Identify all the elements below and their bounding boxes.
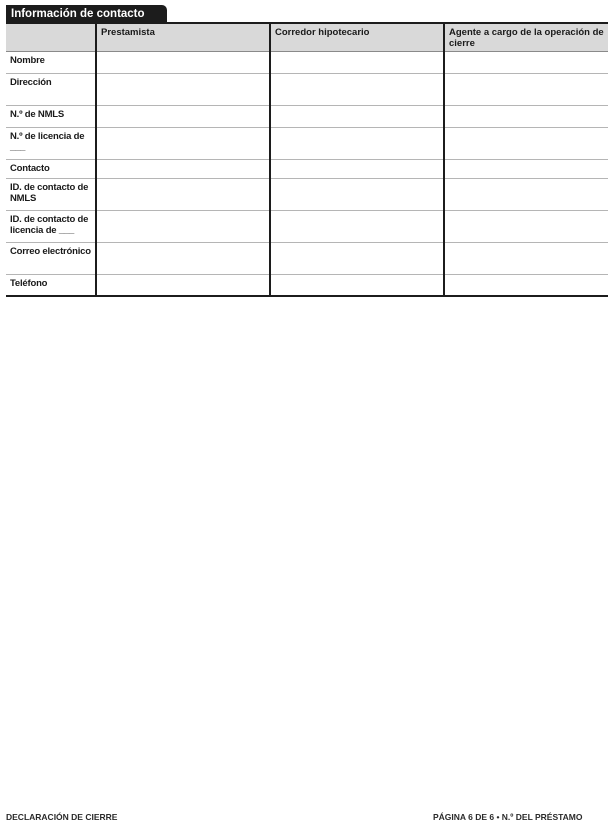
lender-phone-cell[interactable] (96, 275, 270, 296)
section-title: Información de contacto (6, 5, 167, 23)
row-label-address: Dirección (6, 74, 96, 106)
footer-page-info: PÁGINA 6 DE 6 • N.º DEL PRÉSTAMO (433, 812, 583, 822)
lender-address-cell[interactable] (96, 74, 270, 106)
agent-contact-license-cell[interactable] (444, 211, 608, 243)
lender-contact-cell[interactable] (96, 160, 270, 179)
table-row (6, 160, 608, 179)
row-label-nmls-number: N.º de NMLS (6, 106, 96, 128)
footer-document-title: DECLARACIÓN DE CIERRE (6, 812, 118, 822)
broker-license-cell[interactable] (270, 128, 444, 160)
table-row (6, 128, 608, 160)
broker-name-cell[interactable] (270, 52, 444, 74)
agent-address-cell[interactable] (444, 74, 608, 106)
row-label-phone: Teléfono (6, 275, 96, 296)
lender-nmls-cell[interactable] (96, 106, 270, 128)
broker-contact-nmls-cell[interactable] (270, 179, 444, 211)
table-row (6, 52, 608, 74)
broker-address-cell[interactable] (270, 74, 444, 106)
lender-contact-nmls-cell[interactable] (96, 179, 270, 211)
table-row (6, 179, 608, 211)
table-row (6, 275, 608, 296)
agent-license-cell[interactable] (444, 128, 608, 160)
table-row (6, 106, 608, 128)
row-label-email: Correo electrónico (6, 243, 96, 275)
table-row (6, 74, 608, 106)
table-row (6, 211, 608, 243)
agent-contact-nmls-cell[interactable] (444, 179, 608, 211)
broker-email-cell[interactable] (270, 243, 444, 275)
column-header-lender: Prestamista (96, 24, 270, 52)
broker-phone-cell[interactable] (270, 275, 444, 296)
agent-contact-cell[interactable] (444, 160, 608, 179)
contact-info-table (6, 24, 608, 297)
agent-phone-cell[interactable] (444, 275, 608, 296)
broker-contact-license-cell[interactable] (270, 211, 444, 243)
row-label-license-number: N.º de licencia de ___ (6, 128, 96, 160)
lender-contact-license-cell[interactable] (96, 211, 270, 243)
table-header-row (6, 24, 608, 52)
agent-name-cell[interactable] (444, 52, 608, 74)
lender-name-cell[interactable] (96, 52, 270, 74)
broker-contact-cell[interactable] (270, 160, 444, 179)
agent-email-cell[interactable] (444, 243, 608, 275)
header-corner-cell (6, 24, 96, 52)
lender-license-cell[interactable] (96, 128, 270, 160)
row-label-contact: Contacto (6, 160, 96, 179)
row-label-contact-nmls-id: ID. de contacto de NMLS (6, 179, 96, 211)
column-header-settlement-agent: Agente a cargo de la operación de cierre (444, 24, 608, 52)
row-label-contact-license-id: ID. de contacto de licencia de ___ (6, 211, 96, 243)
lender-email-cell[interactable] (96, 243, 270, 275)
row-label-name: Nombre (6, 52, 96, 74)
broker-nmls-cell[interactable] (270, 106, 444, 128)
agent-nmls-cell[interactable] (444, 106, 608, 128)
column-header-broker: Corredor hipotecario (270, 24, 444, 52)
table-row (6, 243, 608, 275)
